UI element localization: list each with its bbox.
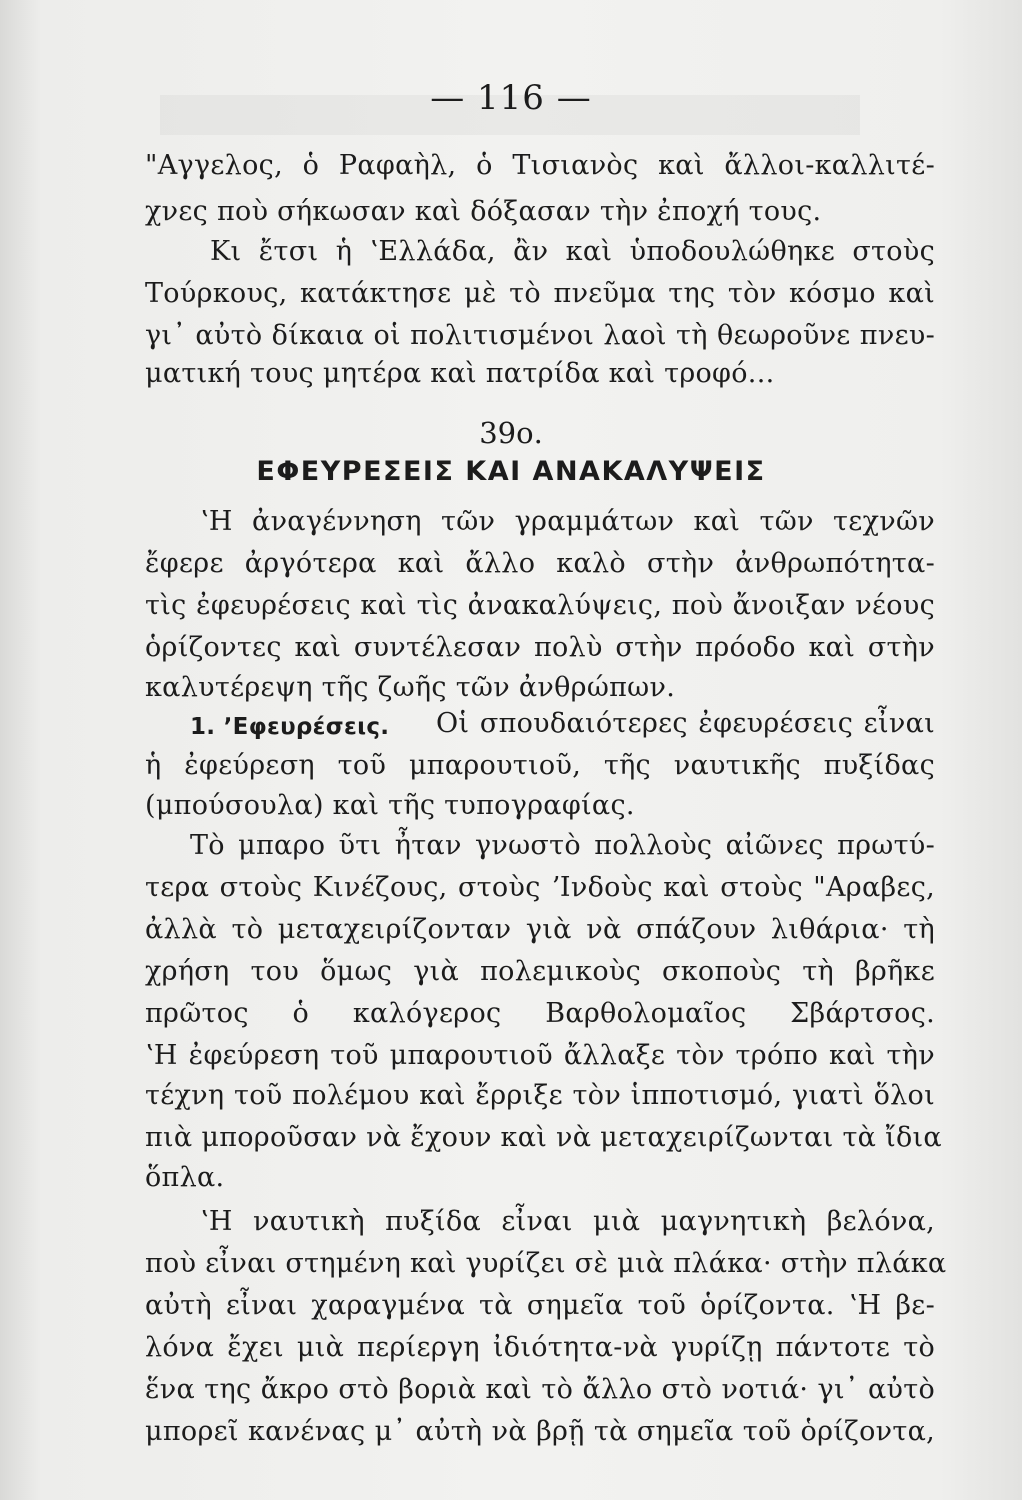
text-line: ποὺ εἶναι στημένη καὶ γυρίζει σὲ μιὰ πλάκα· στὴν πλάκα [145, 1248, 947, 1279]
text-line: πιὰ μποροῦσαν νὰ ἔχουν καὶ νὰ μεταχειρίζωνται τὰ ἴδια [145, 1122, 942, 1153]
text-line: χνες ποὺ σήκωσαν καὶ δόξασαν τὴν ἐποχή τους. [145, 196, 822, 227]
inventions-label [190, 712, 430, 739]
text-line: γι᾽ αὐτὸ δίκαια οἱ πολιτισμένοι λαοὶ τὴ θεωροῦνε πνευ- [145, 320, 935, 351]
section-number: 39ο. [479, 416, 543, 450]
text-line: τὶς ἐφευρέσεις καὶ τὶς ἀνακαλύψεις, ποὺ ἄνοιξαν νέους [145, 590, 935, 621]
text-line: Τὸ μπαρο ῦτι ἦταν γνωστὸ πολλοὺς αἰῶνες πρωτύ- [190, 830, 935, 861]
text-line: Τούρκους, κατάκτησε μὲ τὸ πνεῦμα της τὸν κόσμο καὶ [145, 278, 935, 309]
text-line: Οἱ σπουδαιότερες ἐφευρέσεις εἶναι [436, 708, 935, 739]
text-line: πρῶτος ὁ καλόγερος Βαρθολομαῖος Σβάρτσος. [145, 998, 935, 1029]
text-line: "Αγγελος, ὁ Ραφαὴλ, ὁ Τισιανὸς καὶ ἄλλοι-καλλιτέ- [145, 150, 935, 181]
text-line: ματική τους μητέρα καὶ πατρίδα καὶ τροφό... [145, 358, 775, 389]
text-line: ἀλλὰ τὸ μεταχειρίζονταν γιὰ νὰ σπάζουν λιθάρια· τὴ [145, 914, 935, 945]
text-line: (μπούσουλα) καὶ τῆς τυπογραφίας. [145, 790, 635, 821]
text-line: ἔφερε ἀργότερα καὶ ἄλλο καλὸ στὴν ἀνθρωπότητα- [145, 548, 935, 579]
text-line: μπορεῖ κανένας μ᾽ αὐτὴ νὰ βρῇ τὰ σημεῖα τοῦ ὁρίζοντα, [145, 1416, 935, 1447]
text-line: ἕνα της ἄκρο στὸ βοριὰ καὶ τὸ ἄλλο στὸ νοτιά· γι᾽ αὐτὸ [145, 1374, 935, 1405]
text-line: ʽΗ ἀναγέννηση τῶν γραμμάτων καὶ τῶν τεχνῶν [200, 506, 935, 537]
section-title: ΕΦΕΥΡΕΣΕΙΣ ΚΑΙ ΑΝΑΚΑΛΥΨΕΙΣ [256, 456, 766, 487]
text-line: τέχνη τοῦ πολέμου καὶ ἔρριξε τὸν ἱπποτισμό, γιατὶ ὅλοι [145, 1080, 935, 1111]
inventions-heading: 1. ʼΕφευρέσεις. [190, 714, 390, 740]
text-line: λόνα ἔχει μιὰ περίεργη ἰδιότητα-νὰ γυρίζῃ πάντοτε τὸ [145, 1332, 935, 1363]
text-line: αὐτὴ εἶναι χαραγμένα τὰ σημεῖα τοῦ ὁρίζοντα. ʽΗ βε- [145, 1290, 935, 1321]
text-line: καλυτέρεψη τῆς ζωῆς τῶν ἀνθρώπων. [145, 672, 676, 703]
text-line: χρήση του ὅμως γιὰ πολεμικοὺς σκοποὺς τὴ βρῆκε [145, 956, 935, 987]
text-line: ἡ ἐφεύρεση τοῦ μπαρουτιοῦ, τῆς ναυτικῆς πυξίδας [145, 750, 935, 781]
text-line: ʽΗ ναυτικὴ πυξίδα εἶναι μιὰ μαγνητικὴ βελόνα, [200, 1206, 935, 1237]
text-line: ὁρίζοντες καὶ συντέλεσαν πολὺ στὴν πρόοδο καὶ στὴν [145, 632, 935, 663]
text-line: Κι ἔτσι ἡ ʽΕλλάδα, ἂν καὶ ὑποδουλώθηκε στοὺς [210, 236, 935, 267]
text-line: ʽΗ ἐφεύρεση τοῦ μπαρουτιοῦ ἄλλαξε τὸν τρόπο καὶ τὴν [145, 1040, 935, 1071]
text-line: ὅπλα. [145, 1162, 225, 1193]
text-line: τερα στοὺς Κινέζους, στοὺς ʼΙνδοὺς καὶ στοὺς "Αραβες, [145, 872, 935, 903]
page-number: — 116 — [430, 78, 592, 118]
